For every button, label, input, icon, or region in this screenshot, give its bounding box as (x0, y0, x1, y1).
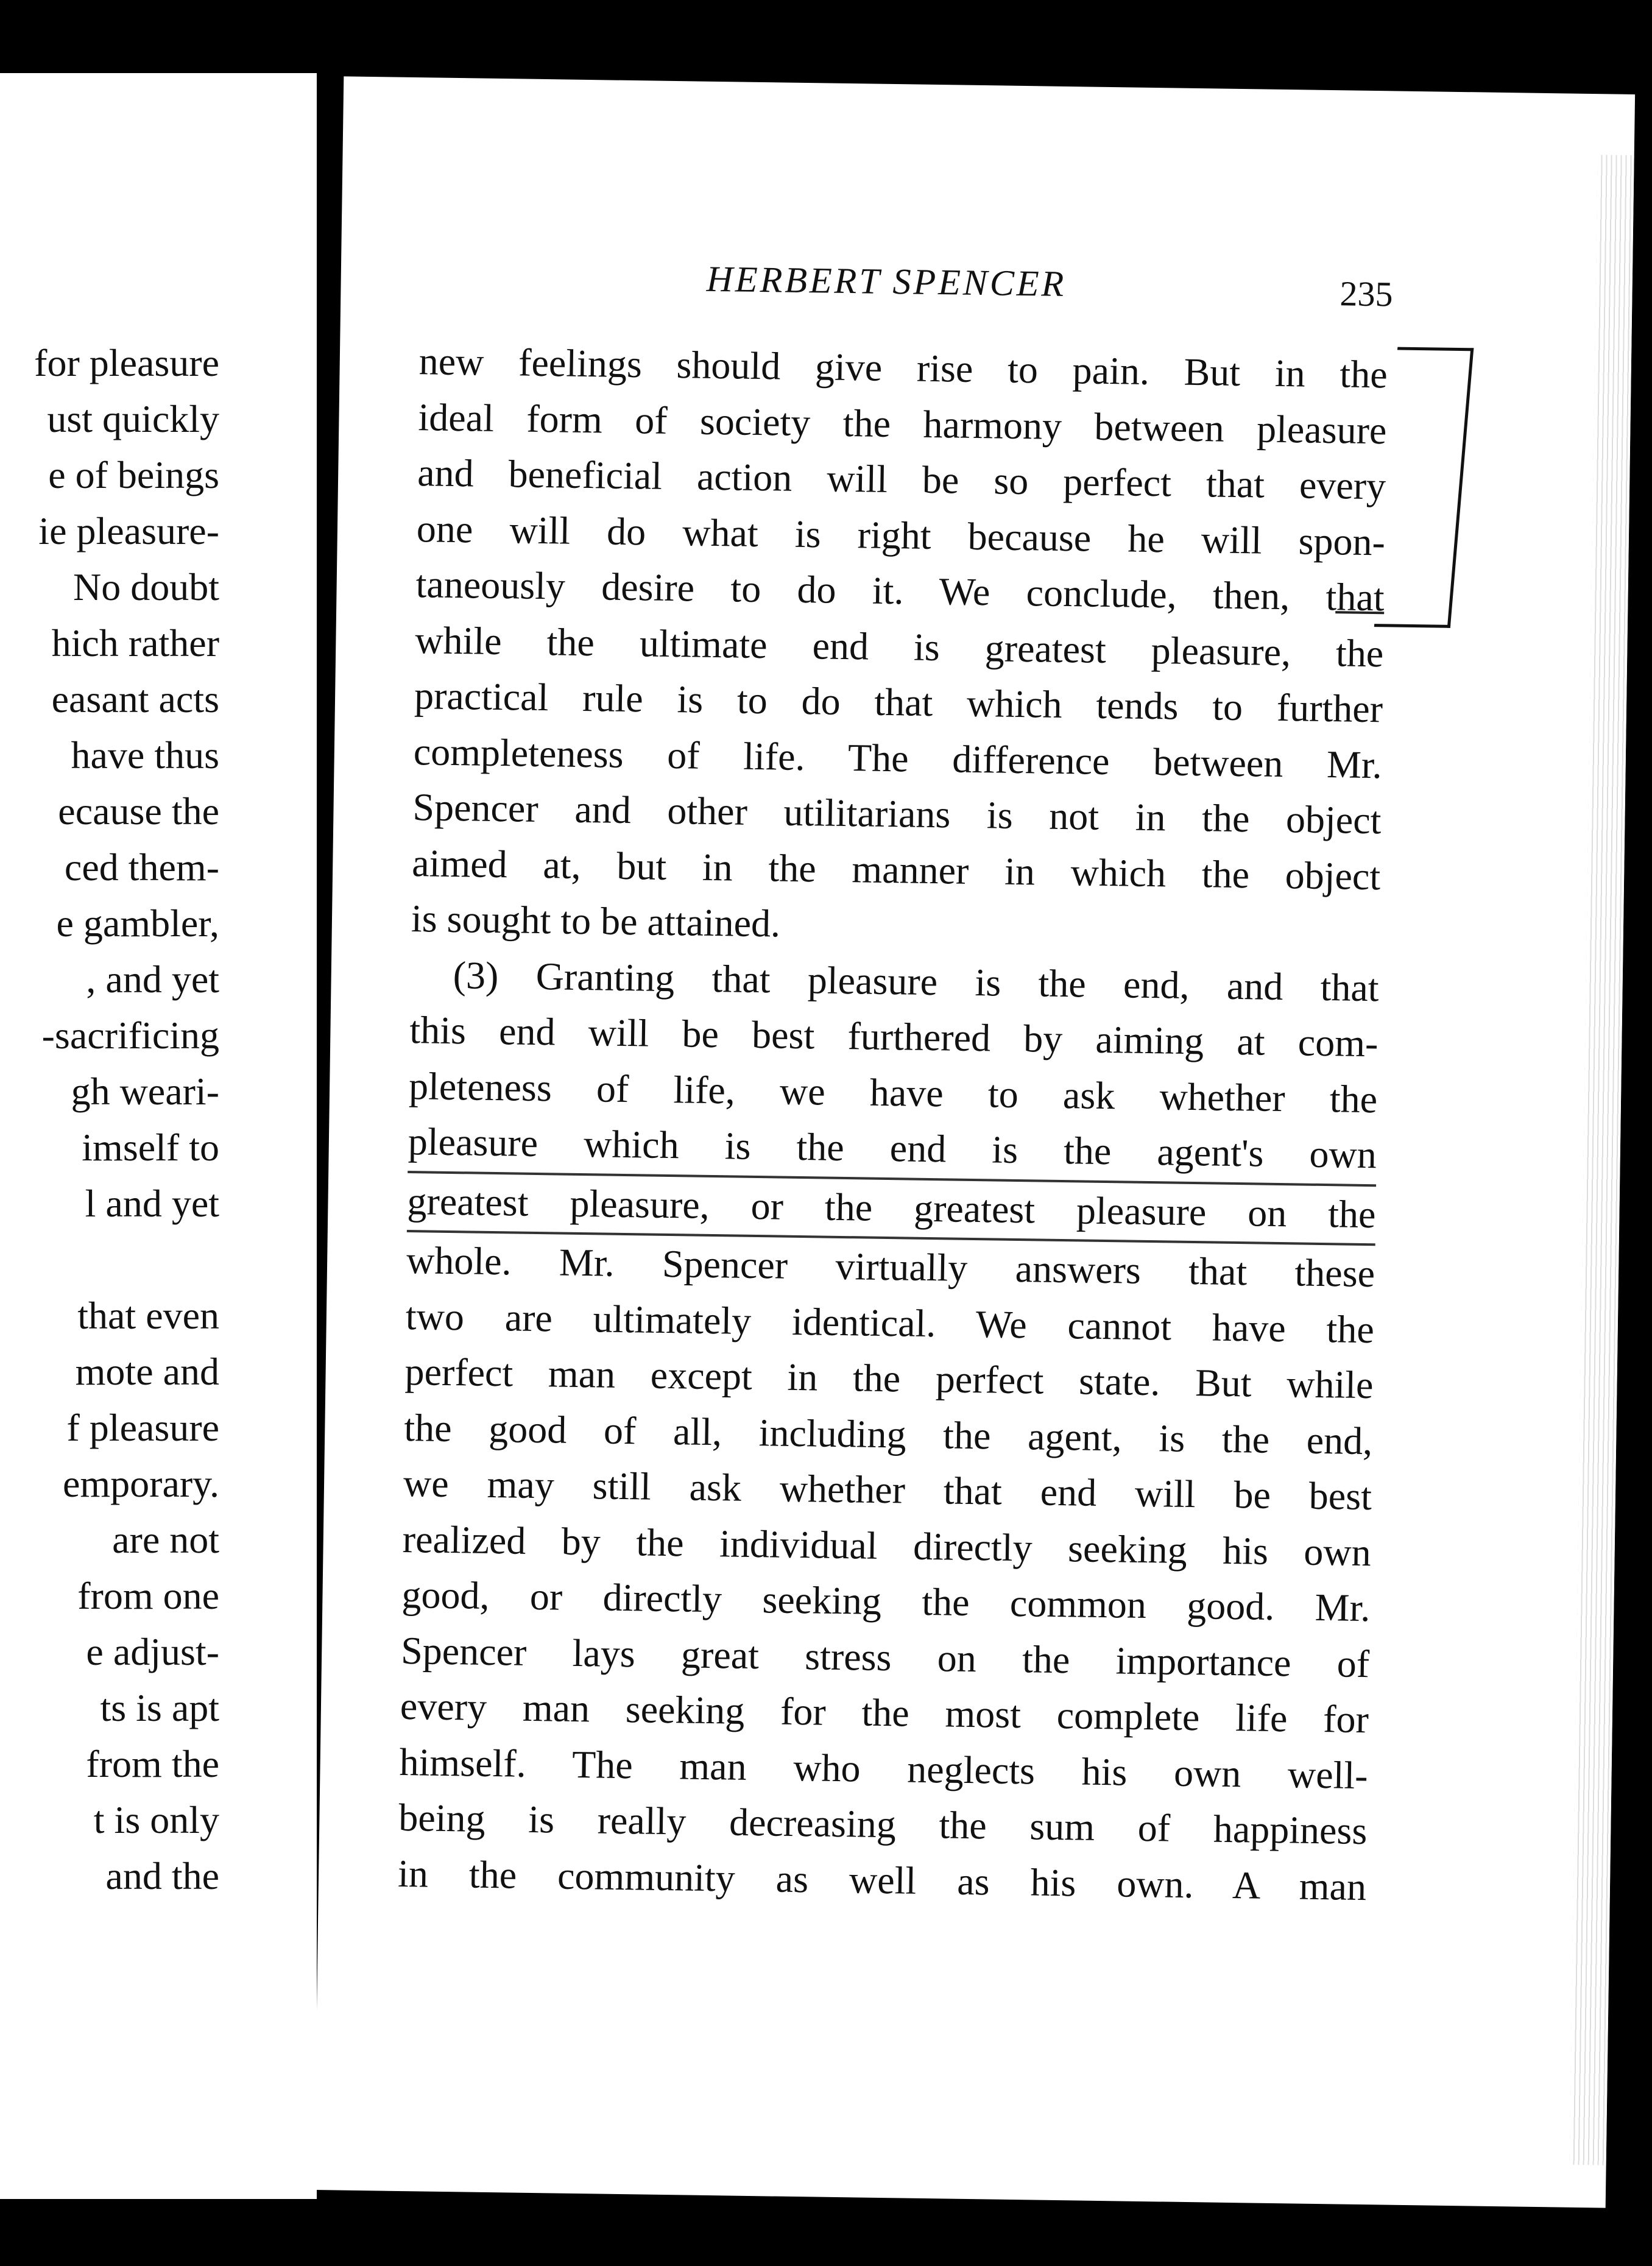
left-paragraph-gap (0, 1232, 219, 1288)
text-line: is sought to be attained. (411, 897, 781, 945)
running-head: HERBERT SPENCER (706, 258, 1067, 304)
text-line: ideal form of society the harmony between pleasure (418, 395, 1387, 452)
text-line: the good of all, including the agent, is the end, (403, 1405, 1373, 1463)
text-line: and beneficial action will be so perfect that every (417, 451, 1386, 508)
page-number: 235 (1340, 274, 1393, 314)
text-line: in the community as well as his own. A man (397, 1851, 1367, 1908)
left-line: l and yet (85, 1182, 219, 1225)
left-line: have thus (71, 733, 219, 777)
text-line: this end will be best furthered by aiming at com- (409, 1008, 1378, 1065)
text-line: being is really decreasing the sum of happiness (398, 1795, 1368, 1853)
text-line: perfect man except in the perfect state. But while (404, 1349, 1374, 1407)
underlined-text-line: pleasure which is the end is the agent's own (408, 1114, 1377, 1187)
text-line: pleteness of life, we have to ask whether the (408, 1064, 1378, 1121)
left-line: -sacrificing (41, 1014, 219, 1057)
body-text (398, 333, 1388, 1915)
underlined-text-line: greatest pleasure, or the greatest pleasure on the (407, 1173, 1376, 1246)
text-line: whole. Mr. Spencer virtually answers that these (406, 1238, 1375, 1296)
text-line: realized by the individual directly seeking his own (402, 1517, 1372, 1574)
left-line: ie pleasure- (38, 509, 219, 552)
page-edge (1570, 155, 1634, 2165)
text-line: taneously desire to do it. We conclude, then, that (415, 562, 1385, 619)
left-page (0, 73, 317, 2199)
text-line: aimed at, but in the manner in which the object (411, 841, 1381, 898)
text-line: practical rule is to do that which tends to further (414, 674, 1383, 731)
text-line: Spencer lays great stress on the importance of (400, 1628, 1370, 1685)
left-line: easant acts (51, 677, 219, 721)
left-line: for pleasure (34, 341, 219, 384)
left-line: e gambler, (56, 902, 219, 945)
left-line: mote and (75, 1350, 219, 1393)
left-line: ecause the (58, 789, 219, 833)
left-line: and the (105, 1854, 219, 1897)
text-line: while the ultimate end is greatest pleasure, the (414, 618, 1384, 675)
text-line: every man seeking for the most complete life for (400, 1684, 1369, 1742)
left-line: emporary. (62, 1462, 219, 1505)
left-line: ts is apt (100, 1686, 219, 1729)
text-line: Spencer and other utilitarians is not in the object (412, 785, 1382, 842)
text-line: new feelings should give rise to pain. But in the (418, 339, 1388, 397)
left-line: ced them- (64, 845, 219, 889)
left-line: ust quickly (47, 397, 219, 440)
text-line: two are ultimately identical. We cannot have the (405, 1294, 1375, 1351)
left-line: No doubt (73, 565, 219, 609)
text-line: (3) Granting that pleasure is the end, and that (453, 953, 1380, 1009)
left-line: e of beings (48, 453, 219, 496)
left-line: f pleasure (66, 1406, 219, 1449)
text-line: one will do what is right because he will spon- (416, 506, 1386, 563)
text-line: completeness of life. The difference between Mr. (413, 729, 1383, 786)
left-line: t is only (93, 1798, 219, 1841)
left-line: that even (77, 1294, 219, 1337)
left-line: imself to (82, 1126, 219, 1169)
left-line: hich rather (51, 621, 219, 665)
left-line: are not (112, 1518, 219, 1561)
text-line: good, or directly seeking the common good. Mr. (401, 1572, 1371, 1630)
left-line: e adjust- (86, 1630, 219, 1673)
left-page-text (0, 335, 219, 1904)
text-line: himself. The man who neglects his own well- (399, 1740, 1369, 1797)
left-line: from one (77, 1574, 219, 1617)
left-line: , and yet (86, 958, 219, 1001)
left-line: from the (86, 1742, 219, 1785)
left-line: gh weari- (71, 1070, 219, 1113)
right-page (314, 76, 1635, 2208)
handwritten-bracket (1374, 347, 1474, 628)
text-line: we may still ask whether that end will be best (403, 1461, 1372, 1519)
